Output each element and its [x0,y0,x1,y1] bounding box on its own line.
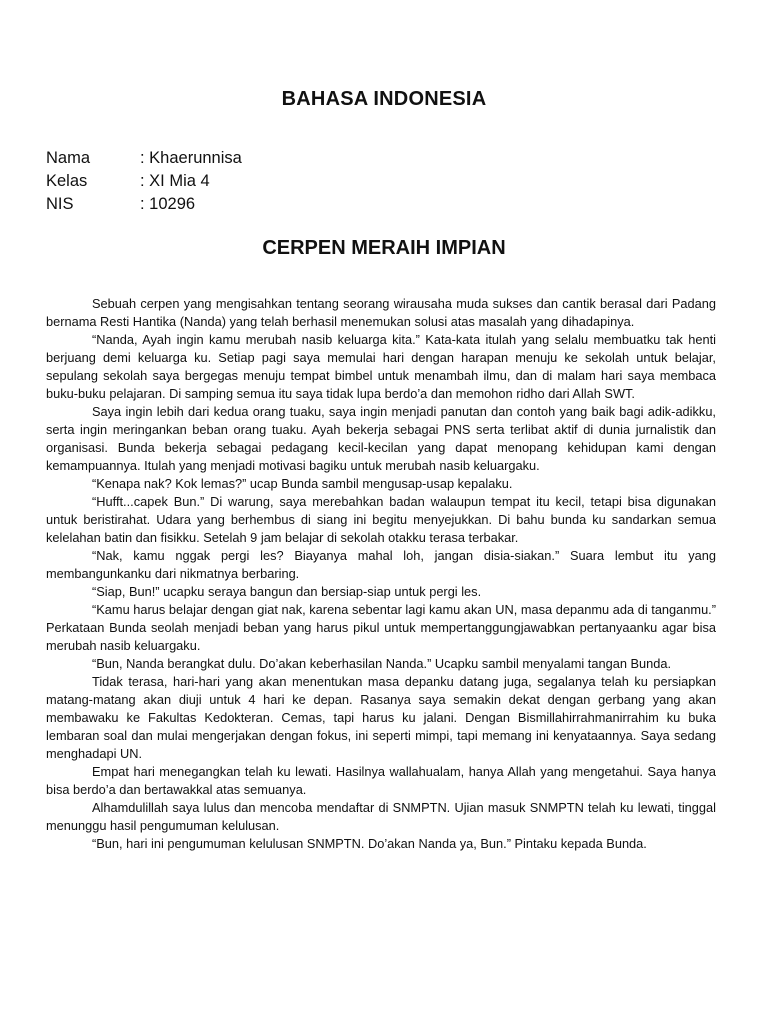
identity-label: Nama [46,149,91,167]
story-paragraph: “Kamu harus belajar dengan giat nak, karena sebentar lagi kamu akan UN, masa depanmu ada di tanganmu.” Perkataan Bunda seolah menjadi beban yang harus pikul untuk mempertanggungjawabkan pertanyaanku agar bisa merubah nasib keluargaku. [46,602,716,653]
identity-value: : Khaerunnisa [140,149,242,167]
identity-row-kelas [46,170,242,193]
story-paragraph: “Siap, Bun!” ucapku seraya bangun dan bersiap-siap untuk pergi les. [92,584,482,599]
story-paragraph: Sebuah cerpen yang mengisahkan tentang seorang wirausaha muda sukses dan cantik berasal dari Padang bernama Resti Hantika (Nanda) yang telah berhasil menemukan solusi atas masalah yang dihadapinya. [46,296,716,329]
identity-block [46,147,242,216]
story-paragraph: “Nak, kamu nggak pergi les? Biayanya mahal loh, jangan disia-siakan.” Suara lembut itu yang membangunkanku dari nikmatnya berbaring. [46,548,716,581]
identity-row-nis [46,193,242,216]
story-body [46,295,716,853]
story-paragraph: “Bun, Nanda berangkat dulu. Do’akan keberhasilan Nanda.” Ucapku sambil menyalami tangan Bunda. [92,656,672,671]
identity-label: Kelas [46,172,88,190]
story-paragraph: Alhamdulillah saya lulus dan mencoba mendaftar di SNMPTN. Ujian masuk SNMPTN telah ku lewati, tinggal menunggu hasil pengumuman kelulusan. [46,800,716,833]
story-paragraph: “Nanda, Ayah ingin kamu merubah nasib keluarga kita.” Kata-kata itulah yang selalu membuatku tak henti berjuang demi keluarga ku. Setiap pagi saya memulai hari dengan harapan menuju ke sekolah untuk belajar, sepulang sekolah saya bergegas menuju tempat bimbel untuk menambah ilmu, dan di malam hari saya membaca buku-buku pelajaran. Di samping semua itu saya tidak lupa berdo’a dan memohon ridho dari Allah SWT. [46,332,716,401]
story-title: CERPEN MERAIH IMPIAN [262,237,506,259]
story-paragraph: “Bun, hari ini pengumuman kelulusan SNMPTN. Do’akan Nanda ya, Bun.” Pintaku kepada Bunda. [92,836,647,851]
story-paragraph: Empat hari menegangkan telah ku lewati. Hasilnya wallahualam, hanya Allah yang mengetahui. Saya hanya bisa berdo’a dan bertawakkal atas semuanya. [46,764,716,797]
story-paragraph: “Hufft...capek Bun.” Di warung, saya merebahkan badan walaupun tempat itu kecil, tetapi bisa digunakan untuk beristirahat. Udara yang berhembus di siang ini begitu menyejukkan. Di bahu bunda ku sandarkan semua kelelahan batin dan fisikku. Setelah 9 jam belajar di sekolah otakku terasa terbakar. [46,494,716,545]
identity-value: : 10296 [140,195,196,213]
story-paragraph: Tidak terasa, hari-hari yang akan menentukan masa depanku datang juga, segalanya telah ku persiapkan matang-matang akan diuji untuk 4 hari ke depan. Rasanya saya semakin dekat dengan gerbang yang akan membawaku ke Fakultas Kedokteran. Cemas, tapi harus ku jalani. Dengan Bismillahirrahmanirrahim ku buka lembaran soal dan mulai mengerjakan dengan fokus, ini seperti mimpi, tapi memang ini kenyataannya. Saya sedang menghadapi UN. [46,674,716,761]
identity-label: NIS [46,195,74,213]
identity-value: : XI Mia 4 [140,172,210,190]
story-paragraph: Saya ingin lebih dari kedua orang tuaku, saya ingin menjadi panutan dan contoh yang baik bagi adik-adikku, serta ingin meringankan beban orang tuaku. Ayah bekerja sebagai PNS serta terlibat aktif di dunia jurnalistik dan organisasi. Bunda bekerja sebagai pedagang kecil-kecilan yang dapat menopang kehidupan kami dengan kemampuannya. Itulah yang menjadi motivasi bagiku untuk merubah nasib keluargaku. [46,404,716,473]
subject-title: BAHASA INDONESIA [281,88,487,110]
story-paragraph: “Kenapa nak? Kok lemas?” ucap Bunda sambil mengusap-usap kepalaku. [92,476,513,491]
identity-row-nama [46,147,242,170]
